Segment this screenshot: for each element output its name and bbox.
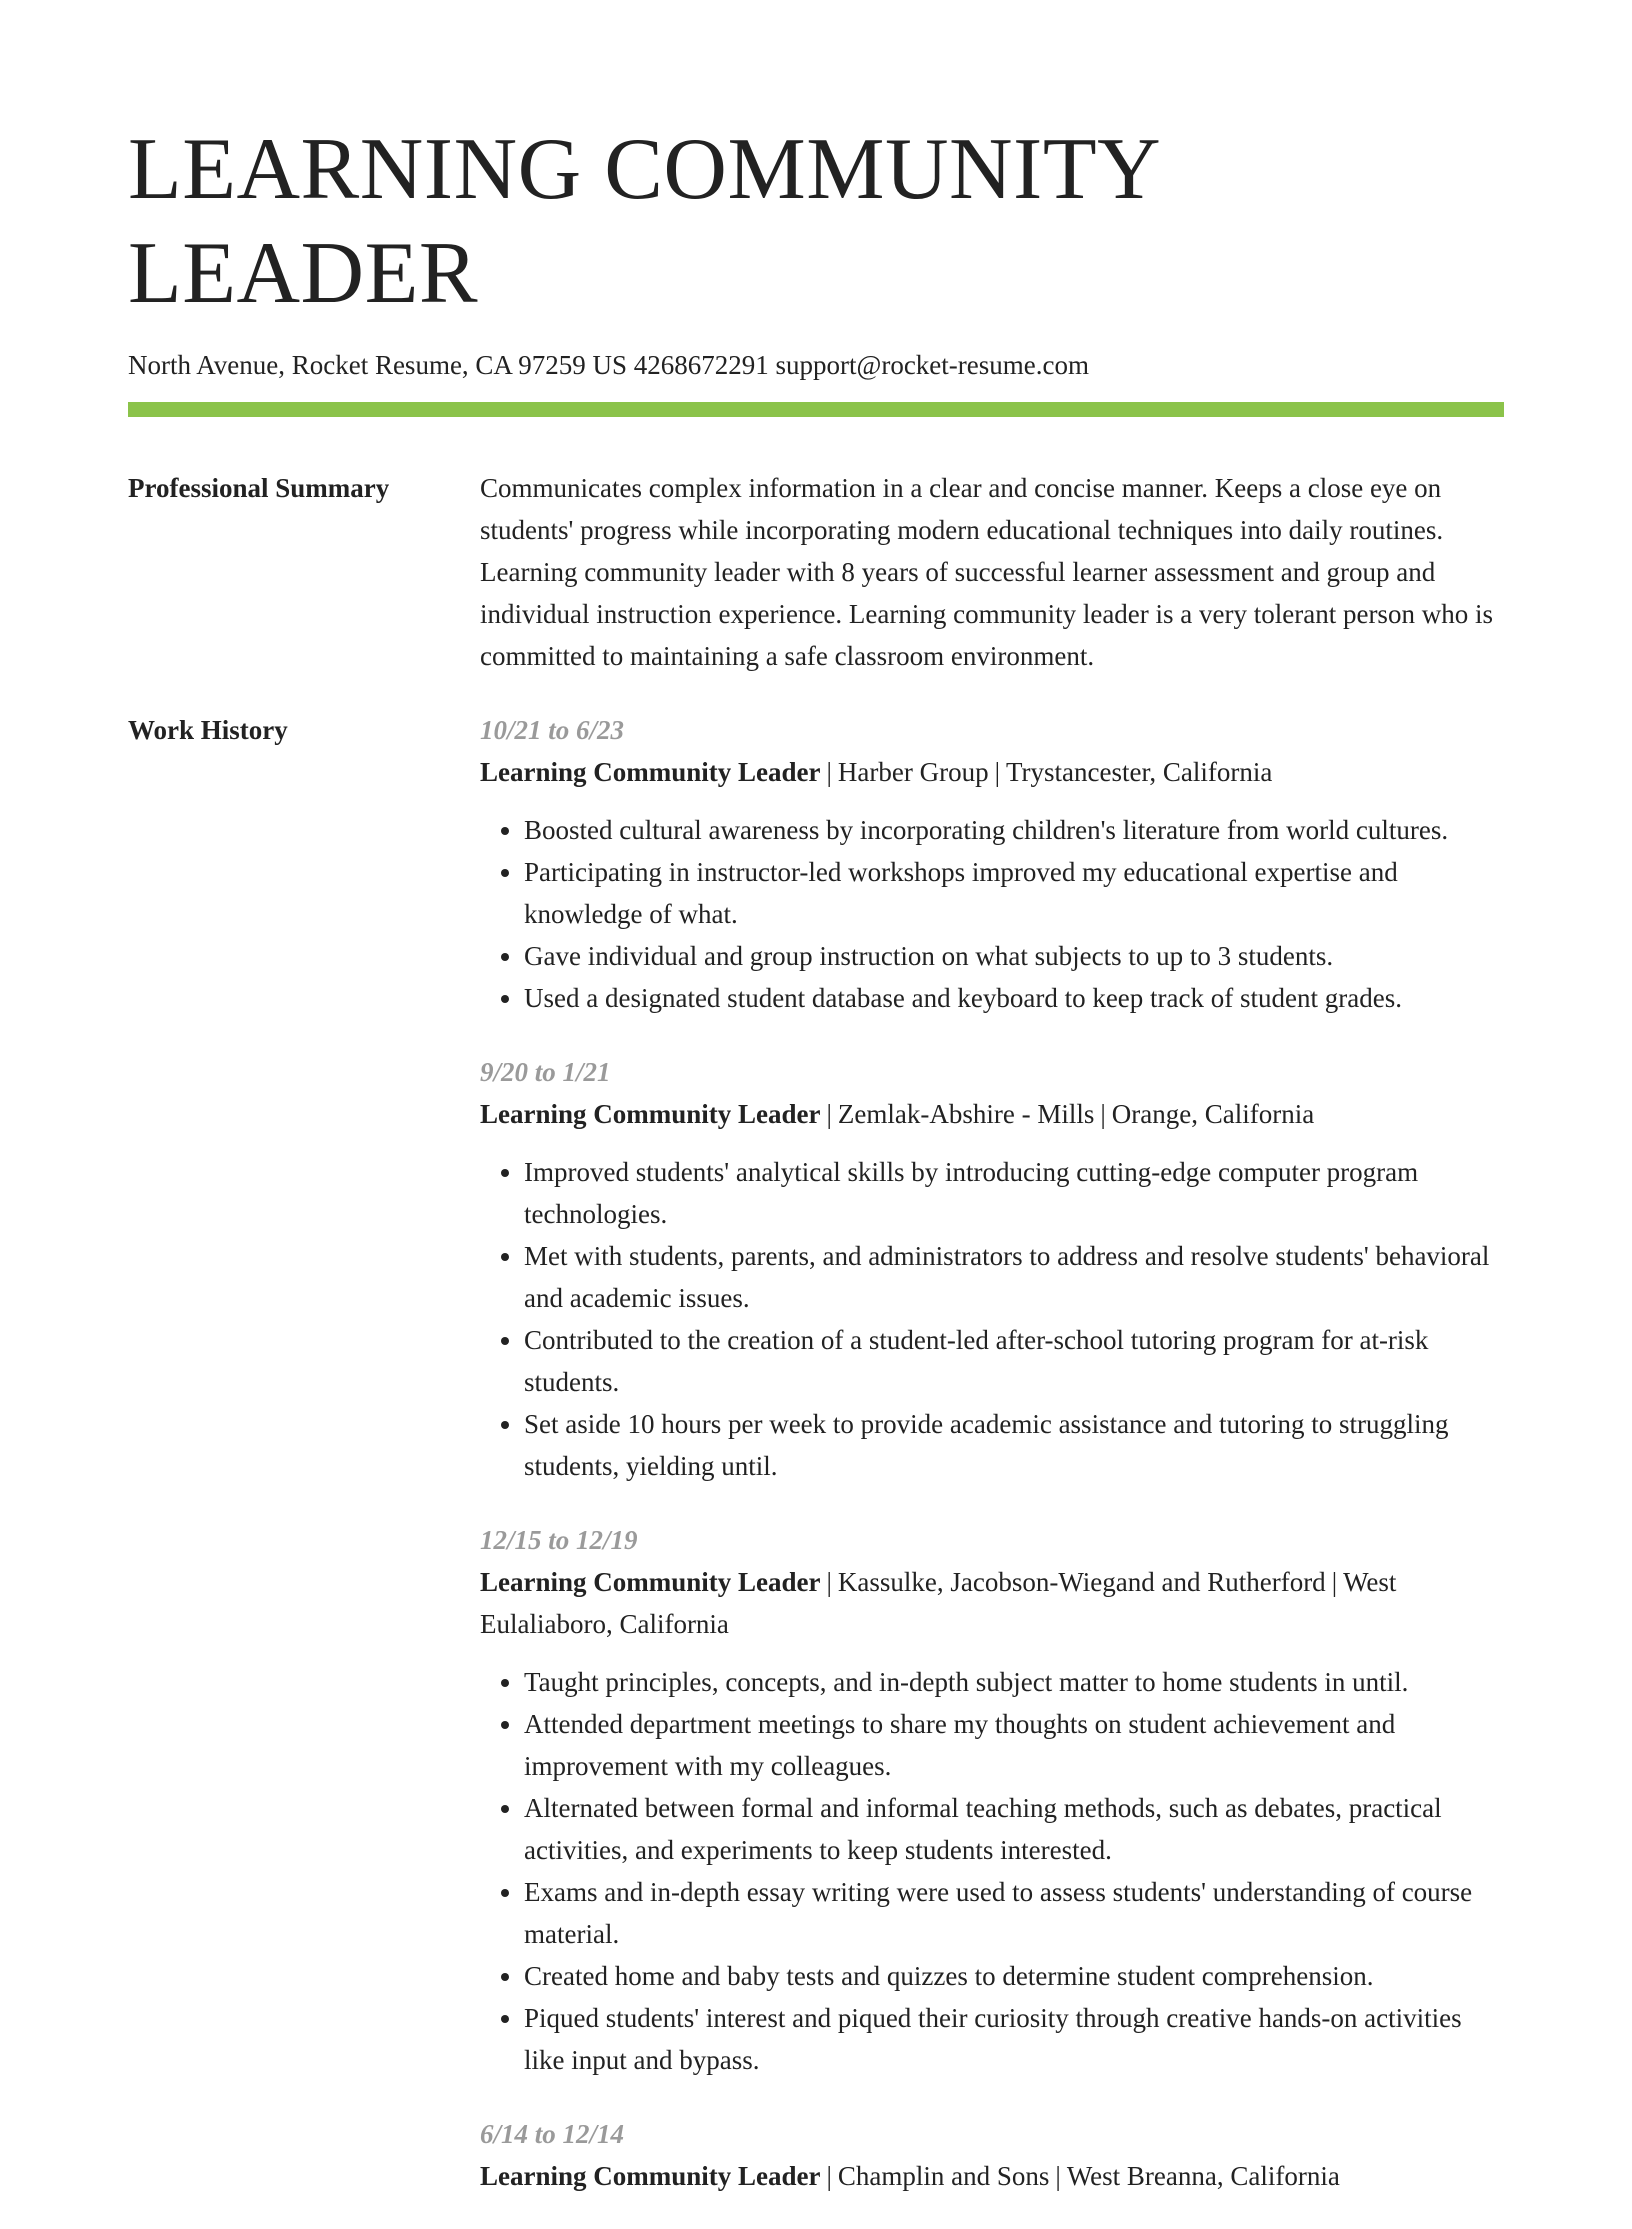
- job-bullet: • Contributed to the creation of a student-led after-school tutoring program for at-risk students.: [524, 1319, 1504, 1403]
- contact-line: [128, 348, 1504, 382]
- job-company: Champlin and Sons: [837, 2161, 1050, 2191]
- summary-heading: Professional Summary: [128, 473, 390, 503]
- job-company: Kassulke, Jacobson-Wiegand and Rutherford: [837, 1567, 1326, 1597]
- job-bullet: • Created home and baby tests and quizzes to determine student comprehension.: [524, 1955, 1504, 1997]
- separator: |: [1331, 1567, 1338, 1597]
- job-bullet-list: [480, 809, 1504, 1019]
- job-location: Orange, California: [1111, 1099, 1315, 1129]
- job-bullet: • Participating in instructor-led workshops improved my educational expertise and knowledge of what.: [524, 851, 1504, 935]
- job-entry: [480, 1051, 1504, 1487]
- job-title: Learning Community Leader: [480, 1099, 821, 1129]
- work-history-section: [128, 709, 1504, 2229]
- job-entry: [480, 1519, 1504, 2081]
- separator: |: [1100, 1099, 1106, 1129]
- summary-text: Communicates complex information in a clear and concise manner. Keeps a close eye on students' progress while incorporating modern educational techniques into daily routines. Learning community leader with 8 years of successful learner assessment and group and individual instruction experience. Learning community leader is a very tolerant person who is committed to maintaining a safe classroom environment.: [480, 473, 1493, 671]
- job-entry: [480, 709, 1504, 1019]
- resume-name: LEARNING COMMUNITY LEADER: [128, 121, 1158, 322]
- job-company: Harber Group: [837, 757, 989, 787]
- job-header-line: [480, 751, 1504, 793]
- header-divider: [128, 402, 1504, 417]
- job-header-line: [480, 2155, 1504, 2197]
- job-entry: [480, 2113, 1504, 2197]
- job-title: Learning Community Leader: [480, 2161, 821, 2191]
- job-bullet: • Exams and in-depth essay writing were used to assess students' understanding of course material.: [524, 1871, 1504, 1955]
- separator: |: [826, 1099, 832, 1129]
- job-header-line: [480, 1561, 1504, 1645]
- job-bullet: • Boosted cultural awareness by incorporating children's literature from world cultures.: [524, 809, 1504, 851]
- separator: |: [826, 2161, 832, 2191]
- job-bullet: • Attended department meetings to share my thoughts on student achievement and improvement with my colleagues.: [524, 1703, 1504, 1787]
- job-title: Learning Community Leader: [480, 1567, 821, 1597]
- job-bullet: • Used a designated student database and keyboard to keep track of student grades.: [524, 977, 1504, 1019]
- job-dates: 9/20 to 1/21: [480, 1057, 611, 1087]
- job-dates: 6/14 to 12/14: [480, 2119, 625, 2149]
- job-bullet-list: [480, 1661, 1504, 2081]
- separator: |: [826, 757, 832, 787]
- job-dates: 12/15 to 12/19: [480, 1525, 638, 1555]
- separator: |: [1055, 2161, 1061, 2191]
- job-bullet: • Met with students, parents, and administrators to address and resolve students' behavioral and academic issues.: [524, 1235, 1504, 1319]
- work-history-heading: Work History: [128, 715, 288, 745]
- job-bullet: • Taught principles, concepts, and in-depth subject matter to home students in until.: [524, 1661, 1504, 1703]
- job-header-line: [480, 1093, 1504, 1135]
- job-bullet: • Improved students' analytical skills by introducing cutting-edge computer program technologies.: [524, 1151, 1504, 1235]
- job-bullet-list: [480, 1151, 1504, 1487]
- job-title: Learning Community Leader: [480, 757, 821, 787]
- contact-phone: 4268672291: [633, 350, 769, 380]
- job-company: Zemlak-Abshire - Mills: [837, 1099, 1095, 1129]
- job-location: Trystancester, California: [1006, 757, 1273, 787]
- job-location: West Breanna, California: [1066, 2161, 1340, 2191]
- contact-address: North Avenue, Rocket Resume, CA 97259 US: [128, 350, 627, 380]
- job-bullet: • Gave individual and group instruction on what subjects to up to 3 students.: [524, 935, 1504, 977]
- job-bullet: • Piqued students' interest and piqued their curiosity through creative hands-on activities like input and bypass.: [524, 1997, 1504, 2081]
- job-bullet: • Set aside 10 hours per week to provide academic assistance and tutoring to struggling students, yielding until.: [524, 1403, 1504, 1487]
- job-list: [480, 709, 1504, 2229]
- job-dates: 10/21 to 6/23: [480, 715, 625, 745]
- summary-section: [128, 467, 1504, 677]
- job-location: West Eulaliaboro, California: [480, 1567, 1397, 1639]
- separator: |: [826, 1567, 832, 1597]
- contact-email: support@rocket-resume.com: [775, 350, 1089, 380]
- job-bullet: • Alternated between formal and informal teaching methods, such as debates, practical activities, and experiments to keep students interested.: [524, 1787, 1504, 1871]
- separator: |: [994, 757, 1001, 787]
